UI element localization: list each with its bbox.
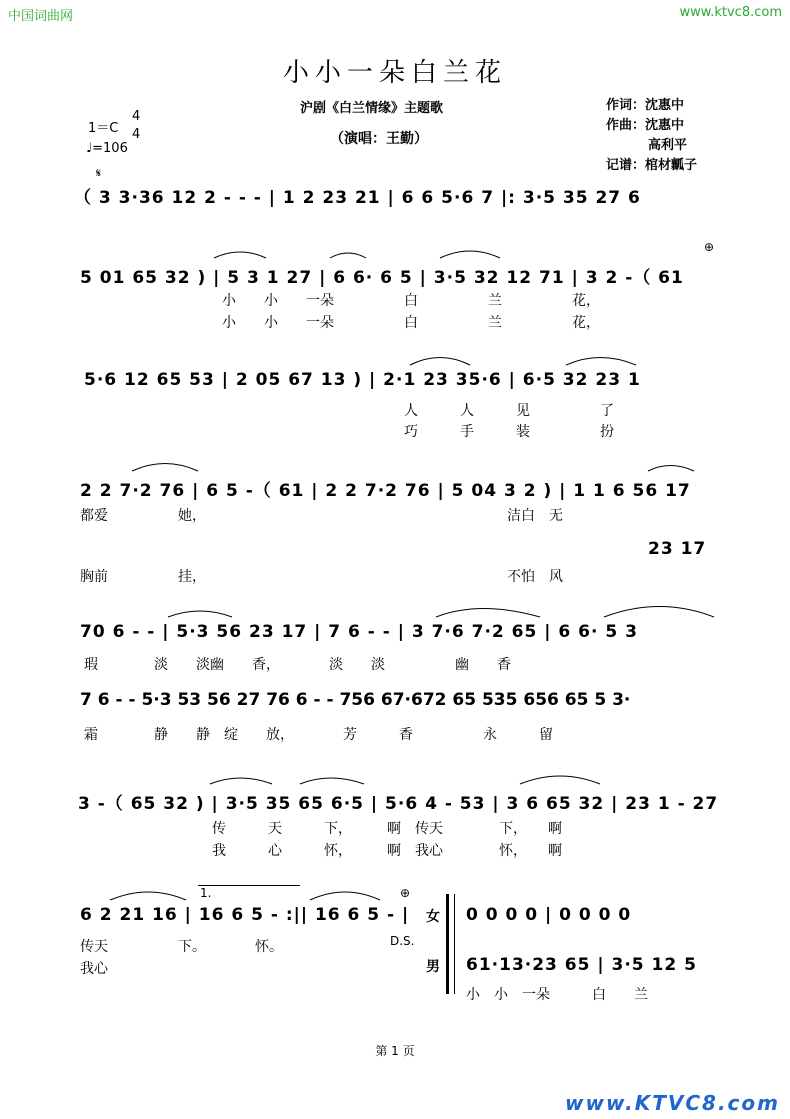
lyric-line: 传 天 下， 啊 传天 下， 啊 bbox=[212, 821, 562, 837]
tempo-marking: ♩=106 bbox=[86, 141, 128, 156]
page-number: 第 1 页 bbox=[375, 1044, 415, 1058]
male-lyric-line: 小 小 一朵 白 兰 bbox=[466, 987, 648, 1003]
lyric-line: 都爱 她， 洁白 无 bbox=[80, 508, 563, 524]
notation-line: 6 2 21 16 | 16 6 5 - :|| 16 6 5 - | bbox=[80, 905, 410, 925]
coda-icon: ⊕ bbox=[400, 886, 411, 900]
lyric-line: 霜 静 静 绽 放， 芳 香 永 留 bbox=[84, 727, 553, 743]
lyric-line: 巧 手 装 扮 bbox=[404, 424, 614, 440]
female-part-label: 女 bbox=[426, 909, 440, 925]
notation-line: 2 2 7·2 76 | 6 5 -（ 61 | 2 2 7·2 76 | 5 04 3 2 ) | 1 1 6 56 17 bbox=[80, 481, 691, 501]
site-url-right[interactable]: www.ktvc8.com bbox=[679, 5, 782, 20]
volta-bracket-1: 1. bbox=[200, 886, 212, 900]
singer-credit: （演唱：王勤） bbox=[330, 131, 428, 147]
notation-line: 3 -（ 65 32 ) | 3·5 35 65 6·5 | 5·6 4 - 53 | 3 6 65 32 | 23 1 - 27 bbox=[78, 794, 719, 814]
lyric-line: 胸前 挂， 不怕 风 bbox=[80, 569, 563, 585]
transcriber-credit: 记谱：棺材瓤子 bbox=[606, 158, 698, 173]
lyric-line: 瑕 淡 淡幽 香， 淡 淡 幽 香 bbox=[84, 657, 511, 673]
alt-notation: 23 17 bbox=[648, 539, 707, 559]
lyric-line: 我心 bbox=[80, 961, 108, 977]
ds-marking: D.S. bbox=[390, 934, 415, 948]
lyricist-credit: 作词：沈惠中 bbox=[606, 98, 685, 113]
song-subtitle: 沪剧《白兰情缘》主题歌 bbox=[300, 101, 444, 116]
notation-line: 7 6 - - 5·3 53 56 27 76 6 - - 756 67·672 65 535 656 65 5 3· bbox=[80, 690, 631, 710]
notation-line: （ 3 3·36 12 2 - - - | 1 2 23 21 | 6 6 5·6 7 |: 3·5 35 27 6 bbox=[74, 188, 641, 208]
notation-line: 5 01 65 32 ) | 5 3 1 27 | 6 6· 6 5 | 3·5 32 12 71 | 3 2 -（ 61 bbox=[80, 268, 684, 288]
lyric-line: 传天 下。 怀。 bbox=[80, 939, 283, 955]
key-signature: 1＝C bbox=[88, 121, 119, 136]
composer-credit-2: 高利平 bbox=[648, 138, 688, 153]
site-name-left[interactable]: 中国词曲网 bbox=[8, 9, 74, 24]
notation-line: 70 6 - - | 5·3 56 23 17 | 7 6 - - | 3 7·6 7·2 65 | 6 6· 5 3 bbox=[80, 622, 638, 642]
lyric-line: 小 小 一朵 白 兰 花， bbox=[222, 315, 600, 331]
segno-icon: 𝄋 bbox=[96, 166, 102, 180]
coda-icon: ⊕ bbox=[704, 240, 715, 254]
song-title: 小小一朵白兰花 bbox=[282, 58, 507, 88]
female-notation: 0 0 0 0 | 0 0 0 0 bbox=[466, 905, 632, 925]
notation-line: 5·6 12 65 53 | 2 05 67 13 ) | 2·1 23 35·6 | 6·5 32 23 1 bbox=[84, 370, 641, 390]
lyric-line: 小 小 一朵 白 兰 花， bbox=[222, 293, 600, 309]
time-signature-bottom: 4 bbox=[132, 127, 141, 142]
male-notation: 61·13·23 65 | 3·5 12 5 bbox=[466, 955, 697, 975]
lyric-line: 我 心 怀， 啊 我心 怀， 啊 bbox=[212, 843, 562, 859]
composer-credit: 作曲：沈惠中 bbox=[606, 118, 685, 133]
male-part-label: 男 bbox=[426, 959, 440, 975]
watermark-logo[interactable]: www.KTVC8.com bbox=[565, 1091, 780, 1115]
lyric-line: 人 人 见 了 bbox=[404, 403, 614, 419]
time-signature-top: 4 bbox=[132, 109, 141, 124]
